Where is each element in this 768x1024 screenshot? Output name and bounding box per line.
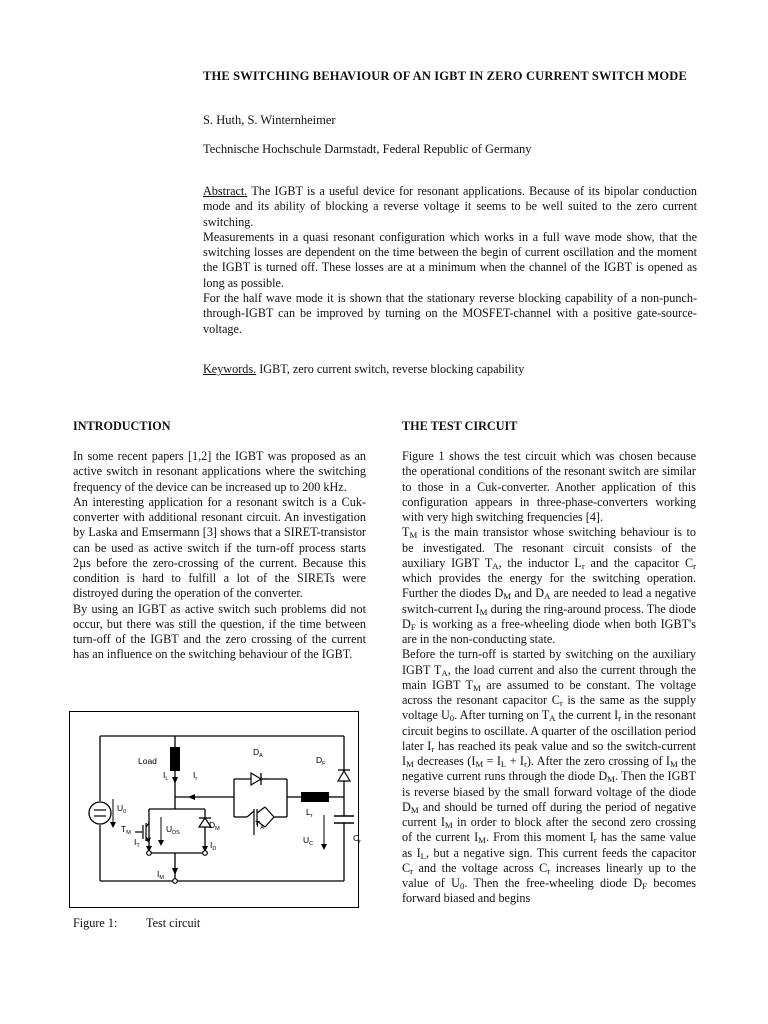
- label-id: $I_D$: [210, 840, 217, 852]
- intro-p2: An interesting application for a resonant switch is a Cuk-converter with additional resonant circuit. An investigation by Laska and Emsermann [3] shows that a SIRET-transistor can be used as active switch if the turn-off process starts 2µs before the zero-crossing of the current. Because this condition is hard to fulfill a lot of the SIRETs were distroyed during the operation of the converter.: [73, 494, 366, 601]
- paper-title: THE SWITCHING BEHAVIOUR OF AN IGBT IN ZERO CURRENT SWITCH MODE: [203, 69, 687, 83]
- label-ta: $T_A$: [255, 819, 264, 831]
- label-it: $I_T$: [134, 837, 140, 849]
- intro-p1: In some recent papers [1,2] the IGBT was proposed as an active switch in resonant applications where the switching frequency of the device can be increased up to 200 kHz.: [73, 449, 366, 494]
- label-il: $I_L$: [163, 770, 169, 782]
- test-circuit-p3: Before the turn-off is started by switching on the auxiliary IGBT $T_A$, the load current and also the current through the main IGBT $T_M$ are assumed to be constant. The voltage across the resonant capacitor $C_r$ is the same as the supply voltage $U_0$. After turning on $T_A$ the current $I_r$ in the resonant circuit begins to oscillate. A quarter of the oscillation period later $I_r$ has reached its peak value and so the switch-current $I_M$ decreases $(I_M = I_L + I_r)$. After the zero crossing of $I_M$ the negative current runs through the diode $D_M$. Then the IGBT is reverse biased by the small forward voltage of the diode $D_M$ and should be turned off during the period of negative current $I_M$ in order to block after the second zero crossing of the current $I_M$. From this moment $I_r$ has the same value as $I_L$, but a negative sign. This current feeds the capacitor $C_r$ and the voltage across $C_r$ increases linearly up to the value of $U_0$. Then the free-wheeling diode $D_F$ becomes forward biased and begins: [402, 647, 697, 906]
- label-dm: $D_M$: [209, 820, 220, 832]
- test-circuit-diagram: [69, 711, 359, 908]
- label-u0: $U_0$: [117, 803, 127, 815]
- test-circuit-p1: Figure 1 shows the test circuit which was chosen because the operational conditions of the resonant switch are similar to those in a Cuk-converter. Another application of this configuration appears in three-phase-converters working with very high switching frequencies [4].: [402, 449, 696, 524]
- abstract: [203, 184, 697, 337]
- intro-body: [73, 449, 366, 663]
- figure-caption-text: Test circuit: [146, 916, 201, 930]
- test-circuit-p2: $T_M$ is the main transistor whose switching behaviour is to be investigated. The resonant circuit consists of the auxiliary IGBT $T_A$, the inductor $L_r$ and the capacitor $C_r$ which provides the energy for the switching operation. Further the diodes $D_M$ and $D_A$ are needed to lead a negative switch-current $I_M$ during the ring-around process. The diode $D_F$ is working as a free-wheeling diode when both IGBT's are in the non-conducting state.: [402, 525, 696, 646]
- abstract-label: Abstract.: [203, 184, 248, 198]
- abstract-p3: For the half wave mode it is shown that the stationary reverse blocking capability of a non-punch-through-IGBT can be improved by turning on the MOSFET-channel with a positive gate-source-voltage.: [203, 291, 697, 336]
- label-cr: $C_r$: [353, 833, 361, 845]
- label-tm: $T_M$: [121, 824, 131, 836]
- label-df: $D_F$: [316, 755, 326, 767]
- label-uds: $U_{DS}$: [166, 824, 180, 836]
- label-da: $D_A$: [253, 747, 263, 759]
- keywords-text: IGBT, zero current switch, reverse blocking capability: [256, 362, 525, 376]
- intro-heading: INTRODUCTION: [73, 419, 171, 433]
- label-uc: $U_C$: [303, 835, 314, 847]
- label-im: $I_M$: [157, 869, 164, 881]
- label-ir: $I_r$: [193, 770, 198, 782]
- figure-1-frame: [69, 711, 359, 908]
- intro-p3: By using an IGBT as active switch such problems did not occur, but there was still the question, if the time between turn-off of the IGBT and the zero crossing of the current has an influence on the switching behaviour of the IGBT.: [73, 601, 366, 662]
- figure-caption-label: Figure 1:: [73, 916, 118, 930]
- abstract-p1: The IGBT is a useful device for resonant applications. Because of its bipolar conduction mode and its ability of blocking a reverse voltage it seems to be well suited to the zero current switching.: [203, 184, 697, 229]
- abstract-p2: Measurements in a quasi resonant configuration which works in a full wave mode show, that the switching losses are dependent on the time between the begin of current oscillation and the moment the IGBT is turned off. These losses are at a minimum when the channel of the IGBT is opened as long as possible.: [203, 229, 697, 290]
- label-lr: $L_r$: [306, 807, 313, 819]
- keywords: [203, 361, 524, 377]
- test-circuit-heading: THE TEST CIRCUIT: [402, 419, 518, 433]
- authors: S. Huth, S. Winternheimer: [203, 113, 336, 127]
- test-circuit-body: [402, 449, 696, 907]
- affiliation: Technische Hochschule Darmstadt, Federal Republic of Germany: [203, 142, 532, 156]
- label-load: Load: [138, 756, 157, 766]
- keywords-label: Keywords.: [203, 362, 257, 376]
